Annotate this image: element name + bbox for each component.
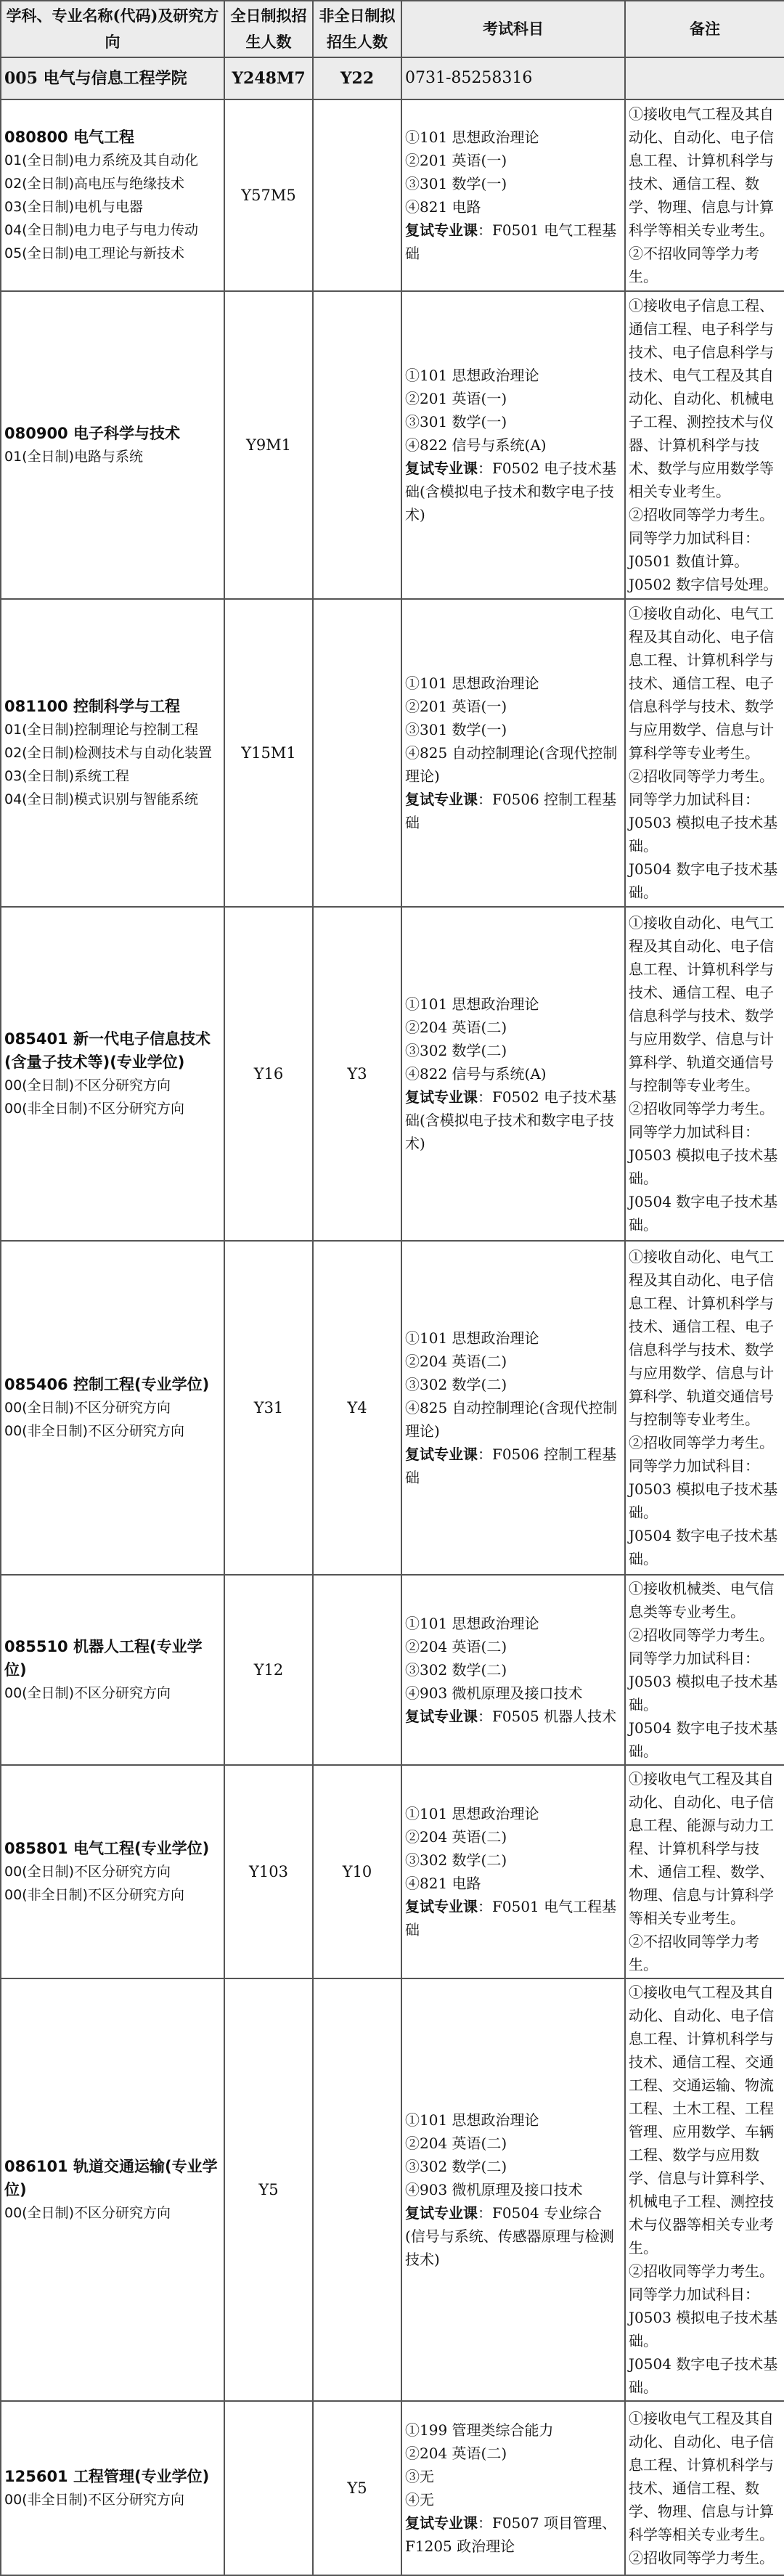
note-line: ①接收电气工程及其自动化、自动化、电子信息工程、计算机科学与技术、通信工程、交通工程、交通运输、物流工程、土木工程、工程管理、应用数学、车辆工程、数学与应用数学、信息与计算科学、机械电子工程、测控技术与仪器等相关专业考生。 [629, 1984, 774, 2257]
research-direction: 04(全日制)模式识别与智能系统 [4, 791, 199, 807]
major-cell [1, 907, 224, 1241]
notes-cell [625, 1978, 784, 2401]
retest-subject [405, 1085, 621, 1155]
table-row [1, 99, 784, 291]
part-time-quota: Y4 [313, 1241, 401, 1575]
exam-subjects-cell [401, 291, 625, 599]
note-line: ①接收电气工程及其自动化、自动化、电子信息工程、计算机科学与技术、通信工程、数学、物理、信息与计算科学等相关专业考生。 [629, 105, 774, 239]
full-time-quota: Y15M1 [224, 599, 313, 907]
header-full-time: 全日制拟招生人数 [224, 1, 313, 57]
exam-subjects-cell [401, 99, 625, 291]
part-time-quota [313, 99, 401, 291]
note-line: ②不招收同等学力考生。 [629, 245, 759, 285]
note-line: J0503 模拟电子技术基础。 [629, 1673, 778, 1713]
note-line: ②招收同等学力考生。同等学力加试科目： [629, 506, 774, 547]
retest-label: 复试专业课 [405, 791, 478, 808]
exam-subject: ①101 思想政治理论 [405, 1615, 539, 1632]
major-cell [1, 1241, 224, 1575]
notes-cell [625, 907, 784, 1241]
major-title: 085510 机器人工程(专业学位) [4, 1638, 203, 1679]
exam-subject: ②204 英语(二) [405, 1019, 507, 1036]
notes-cell [625, 291, 784, 599]
major-title: 085406 控制工程(专业学位) [4, 1376, 210, 1393]
exam-subjects-cell [401, 599, 625, 907]
retest-subject [405, 1705, 621, 1728]
note-line: J0503 模拟电子技术基础。 [629, 1146, 778, 1187]
full-time-quota: Y9M1 [224, 291, 313, 599]
exam-subject: ②201 英语(一) [405, 698, 507, 715]
retest-subject [405, 788, 621, 834]
exam-subject: ③302 数学(二) [405, 1376, 507, 1393]
exam-subject: ①101 思想政治理论 [405, 1805, 539, 1822]
exam-subject: ④903 微机原理及接口技术 [405, 2181, 583, 2198]
note-line: J0503 模拟电子技术基础。 [629, 1480, 778, 1521]
exam-subject: ③302 数学(二) [405, 1661, 507, 1679]
research-direction: 01(全日制)电路与系统 [4, 449, 144, 465]
major-cell [1, 599, 224, 907]
note-line: ①接收自动化、电气工程及其自动化、电子信息工程、计算机科学与技术、通信工程、电子信息科学与技术、数学与应用数学、信息与计算科学等专业考生。 [629, 605, 774, 762]
exam-subject: ④903 微机原理及接口技术 [405, 1684, 583, 1702]
major-title: 085801 电气工程(专业学位) [4, 1840, 210, 1857]
note-line: J0504 数字电子技术基础。 [629, 1719, 778, 1760]
exam-subject: ③无 [405, 2468, 434, 2485]
research-direction: 05(全日制)电工理论与新技术 [4, 245, 185, 261]
exam-subject: ④822 信号与系统(A) [405, 436, 547, 454]
major-title: 085401 新一代电子信息技术(含量子技术等)(专业学位) [4, 1030, 211, 1071]
exam-subject: ④822 信号与系统(A) [405, 1065, 547, 1083]
exam-subjects-cell [401, 1765, 625, 1978]
college-name: 005 电气与信息工程学院 [1, 57, 224, 99]
retest-label: 复试专业课 [405, 1708, 478, 1725]
retest-label: 复试专业课 [405, 1898, 478, 1915]
major-title: 125601 工程管理(专业学位) [4, 2468, 210, 2485]
retest-label: 复试专业课 [405, 221, 478, 239]
research-direction: 02(全日制)检测技术与自动化装置 [4, 745, 213, 761]
note-line: J0504 数字电子技术基础。 [629, 2355, 778, 2396]
research-direction: 00(非全日制)不区分研究方向 [4, 1101, 185, 1117]
research-direction: 04(全日制)电力电子与电力传动 [4, 222, 199, 238]
part-time-quota [313, 599, 401, 907]
research-direction: 02(全日制)高电压与绝缘技术 [4, 176, 185, 192]
exam-subject: ②204 英语(二) [405, 1638, 507, 1655]
major-cell [1, 291, 224, 599]
note-line: ②招收同等学力考生。同等学力加试科目： [629, 2262, 774, 2303]
exam-subject: ③301 数学(一) [405, 413, 507, 431]
table-row [1, 1241, 784, 1575]
major-cell [1, 1575, 224, 1765]
header-major: 学科、专业名称(代码)及研究方向 [1, 1, 224, 57]
part-time-quota: Y10 [313, 1765, 401, 1978]
table-row [1, 907, 784, 1241]
full-time-quota: Y16 [224, 907, 313, 1241]
exam-subject: ③301 数学(一) [405, 175, 507, 192]
major-title: 080800 电气工程 [4, 129, 134, 146]
full-time-quota: Y5 [224, 1978, 313, 2401]
note-line: ②招收同等学力考生。同等学力加试科目： [629, 1434, 774, 1475]
research-direction: 00(全日制)不区分研究方向 [4, 2205, 171, 2221]
table-row [1, 291, 784, 599]
notes-cell [625, 1765, 784, 1978]
note-line: J0503 模拟电子技术基础。 [629, 2309, 778, 2349]
retest-subject [405, 219, 621, 265]
exam-subject: ②204 英语(二) [405, 2445, 507, 2462]
exam-subject: ③301 数学(一) [405, 721, 507, 738]
note-line: J0504 数字电子技术基础。 [629, 860, 778, 901]
exam-subject: ④无 [405, 2491, 434, 2508]
exam-subject: ①101 思想政治理论 [405, 995, 539, 1013]
note-line: ①接收电气工程及其自动化、自动化、电子信息工程、计算机科学与技术、通信工程、数学、物理、信息与计算科学等相关专业考生。 [629, 2410, 774, 2543]
retest-label: 复试专业课 [405, 1088, 478, 1106]
exam-subject: ④825 自动控制理论(含现代控制理论) [405, 744, 618, 785]
research-direction: 00(非全日制)不区分研究方向 [4, 1423, 185, 1439]
exam-subject: ④821 电路 [405, 1875, 481, 1892]
note-line: ①接收电气工程及其自动化、自动化、电子信息工程、能源与动力工程、计算机科学与技术、通信工程、数学、物理、信息与计算科学等相关专业考生。 [629, 1770, 774, 1927]
part-time-quota [313, 1575, 401, 1765]
research-direction: 03(全日制)系统工程 [4, 768, 130, 784]
research-direction: 00(全日制)不区分研究方向 [4, 1400, 171, 1416]
exam-subjects-cell [401, 1241, 625, 1575]
full-time-quota: Y103 [224, 1765, 313, 1978]
exam-subjects-cell [401, 907, 625, 1241]
exam-subject: ②204 英语(二) [405, 1353, 507, 1370]
major-title: 086101 轨道交通运输(专业学位) [4, 2158, 218, 2198]
college-row [1, 57, 784, 99]
major-title: 080900 电子科学与技术 [4, 425, 180, 442]
exam-subject: ①199 管理类综合能力 [405, 2421, 554, 2439]
research-direction: 00(全日制)不区分研究方向 [4, 1864, 171, 1880]
retest-value: ：F0504 专业综合(信号与系统、传感器原理与检测技术) [405, 2204, 614, 2268]
exam-subject: ③302 数学(二) [405, 1042, 507, 1059]
retest-value: ：F0506 控制工程基础 [405, 791, 617, 831]
exam-subject: ①101 思想政治理论 [405, 1329, 539, 1347]
header-row [1, 1, 784, 57]
retest-label: 复试专业课 [405, 460, 478, 477]
retest-value: ：F0505 机器人技术 [478, 1708, 617, 1725]
retest-value: ：F0501 电气工程基础 [405, 1898, 617, 1939]
exam-subject: ①101 思想政治理论 [405, 129, 539, 146]
exam-subject: ①101 思想政治理论 [405, 674, 539, 692]
exam-subject: ①101 思想政治理论 [405, 367, 539, 384]
note-line: J0504 数字电子技术基础。 [629, 1193, 778, 1234]
note-line: ②不招收同等学力考生。 [629, 1933, 759, 1973]
note-line: ②招收同等学力考生。同等学力加试科目： [629, 1100, 774, 1141]
retest-subject [405, 1443, 621, 1489]
major-cell [1, 2401, 224, 2575]
note-line: ②招收同等学力考生。同等学力加试科目： [629, 1626, 774, 1667]
college-notes-empty [625, 57, 784, 99]
full-time-quota: Y31 [224, 1241, 313, 1575]
full-time-quota [224, 2401, 313, 2575]
retest-value: ：F0502 电子技术基础(含模拟电子技术和数字电子技术) [405, 1088, 617, 1152]
retest-label: 复试专业课 [405, 2204, 478, 2222]
table-row [1, 2401, 784, 2575]
exam-subjects-cell [401, 1978, 625, 2401]
exam-subjects-cell [401, 1575, 625, 1765]
exam-subjects-cell [401, 2401, 625, 2575]
exam-subject: ②204 英语(二) [405, 2135, 507, 2152]
retest-label: 复试专业课 [405, 2514, 478, 2532]
exam-subject: ③302 数学(二) [405, 1851, 507, 1869]
part-time-quota: Y5 [313, 2401, 401, 2575]
major-cell [1, 1765, 224, 1978]
table-row [1, 1575, 784, 1765]
research-direction: 00(全日制)不区分研究方向 [4, 1685, 171, 1701]
note-line: ①接收自动化、电气工程及其自动化、电子信息工程、计算机科学与技术、通信工程、电子信息科学与技术、数学与应用数学、信息与计算科学、轨道交通信号与控制等专业考生。 [629, 1248, 774, 1428]
note-line: J0503 模拟电子技术基础。 [629, 814, 778, 855]
research-direction: 03(全日制)电机与电器 [4, 199, 144, 215]
exam-subject: ④821 电路 [405, 198, 481, 216]
header-notes: 备注 [625, 1, 784, 57]
header-part-time: 非全日制拟招生人数 [313, 1, 401, 57]
note-line: J0502 数字信号处理。 [629, 576, 778, 593]
note-line: ①接收机械类、电气信息类等专业考生。 [629, 1580, 774, 1621]
note-line: J0501 数值计算。 [629, 553, 749, 570]
notes-cell [625, 99, 784, 291]
retest-subject [405, 457, 621, 526]
table-row [1, 1978, 784, 2401]
part-time-quota [313, 291, 401, 599]
exam-subject: ②204 英语(二) [405, 1828, 507, 1846]
retest-subject [405, 2511, 621, 2558]
major-title: 081100 控制科学与工程 [4, 698, 180, 715]
research-direction: 01(全日制)控制理论与控制工程 [4, 722, 199, 738]
full-time-quota: Y57M5 [224, 99, 313, 291]
notes-cell [625, 1241, 784, 1575]
note-line: J0504 数字电子技术基础。 [629, 1527, 778, 1568]
note-line: ①接收自动化、电气工程及其自动化、电子信息工程、计算机科学与技术、通信工程、电子信息科学与技术、数学与应用数学、信息与计算科学、轨道交通信号与控制等专业考生。 [629, 914, 774, 1094]
research-direction: 00(非全日制)不区分研究方向 [4, 2492, 185, 2508]
retest-subject [405, 1895, 621, 1941]
retest-value: ：F0507 项目管理、F1205 政治理论 [405, 2514, 617, 2555]
retest-subject [405, 2201, 621, 2271]
notes-cell [625, 599, 784, 907]
research-direction: 01(全日制)电力系统及其自动化 [4, 152, 199, 168]
retest-value: ：F0506 控制工程基础 [405, 1446, 617, 1486]
part-time-quota: Y3 [313, 907, 401, 1241]
retest-value: ：F0502 电子技术基础(含模拟电子技术和数字电子技术) [405, 460, 617, 523]
college-full-time: Y248M7 [224, 57, 313, 99]
note-line: ②招收同等学力考生。同等学力加试科目： [629, 767, 774, 808]
notes-cell [625, 2401, 784, 2575]
full-time-quota: Y12 [224, 1575, 313, 1765]
research-direction: 00(全日制)不区分研究方向 [4, 1077, 171, 1093]
note-line: ①接收电子信息工程、通信工程、电子科学与技术、电子信息科学与技术、电气工程及其自动化、自动化、机械电子工程、测控技术与仪器、计算机科学与技术、数学与应用数学等相关专业考生。 [629, 297, 774, 500]
exam-subject: ④825 自动控制理论(含现代控制理论) [405, 1399, 618, 1440]
exam-subject: ③302 数学(二) [405, 2158, 507, 2175]
research-direction: 00(非全日制)不区分研究方向 [4, 1887, 185, 1903]
major-cell [1, 99, 224, 291]
college-phone: 0731-85258316 [401, 57, 625, 99]
header-subjects: 考试科目 [401, 1, 625, 57]
retest-label: 复试专业课 [405, 1446, 478, 1463]
major-cell [1, 1978, 224, 2401]
table-row [1, 1765, 784, 1978]
exam-subject: ②201 英语(一) [405, 152, 507, 169]
table-row [1, 599, 784, 907]
college-part-time: Y22 [313, 57, 401, 99]
retest-value: ：F0501 电气工程基础 [405, 221, 617, 262]
exam-subject: ②201 英语(一) [405, 390, 507, 407]
exam-subject: ①101 思想政治理论 [405, 2111, 539, 2129]
part-time-quota [313, 1978, 401, 2401]
notes-cell [625, 1575, 784, 1765]
note-line: ②招收同等学力考生。 [629, 2549, 774, 2567]
